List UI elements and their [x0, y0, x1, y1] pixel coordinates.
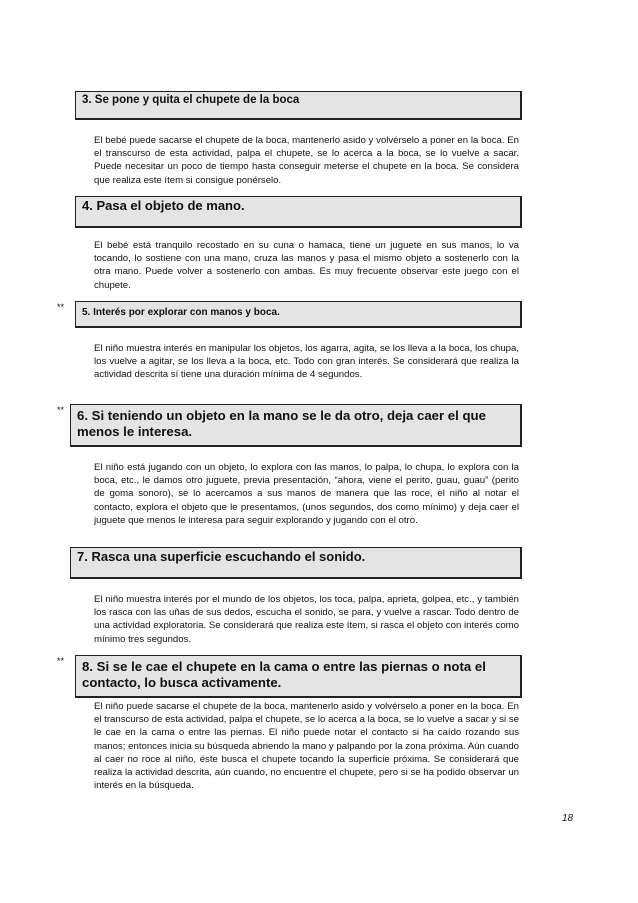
item-4-text: El bebé está tranquilo recostado en su cuna o hamaca, tiene un juguete en sus manos, lo va tocando, lo sostiene con una mano, cruza las manos y pasa el mismo objeto a sostenerlo con la otra mano. Puede volver a sostenerlo con ambas. Es muy frecuente observar este juego con el chupete.	[94, 240, 519, 291]
item-5-marker: **	[57, 302, 65, 312]
item-8-marker: **	[57, 656, 65, 666]
item-6-title: 6. Si teniendo un objeto en la mano se le da otro, deja caer el que menos le interesa.	[70, 404, 522, 447]
item-4-title: 4. Pasa el objeto de mano.	[75, 196, 522, 228]
item-5-text: El niño muestra interés en manipular los objetos, los agarra, agita, se los lleva a la boca, los chupa, los vuelve a agitar, se los lleva a la boca, etc. Todo con gran interés. Se considerará que realiza la actividad descrita sí tiene una duración mínima de 4 segundos.	[94, 343, 519, 381]
item-7-title: 7. Rasca una superficie escuchando el sonido.	[70, 547, 522, 579]
item-7-text: El niño muestra interés por el mundo de los objetos, los toca, palpa, aprieta, golpea, etc., y también los rasca con las uñas de sus dedos, escucha el sonido, se para, y vuelve a rascar. Todo dentro de una actividad exploratoria. Se considerará que realiza este ítem, si rasca el objeto con interés como mínimo tres segundos.	[94, 594, 519, 645]
item-8-title: 8. Si se le cae el chupete en la cama o entre las piernas o nota el contacto, lo busca activamente.	[75, 655, 522, 698]
item-5-title: 5. Interés por explorar con manos y boca.	[75, 301, 522, 328]
item-3-title: 3. Se pone y quita el chupete de la boca	[75, 91, 522, 120]
item-6-marker: **	[57, 405, 65, 415]
page-number: 18	[562, 813, 574, 824]
item-8-text: El niño puede sacarse el chupete de la boca, mantenerlo asido y volvérselo a poner en la boca. En el transcurso de esta actividad, palpa el chupete, se lo acerca a la boca, se lo vuelve a sacar y si se le cae en la cama o entre las piernas. El niño puede notar el contacto si ha caído rozando sus manos; entonces inicia su búsqueda abriendo la mano y palpando por la zona próxima. Aún cuando al caer no roce al niño, éste busca el chupete tocando la superficie próxima. Se considerará que realiza la actividad descrita, aún cuando, no encuentre el chupete, pero si se ha podido observar un interés en la búsqueda.	[94, 701, 519, 792]
item-3-text: El bebé puede sacarse el chupete de la boca, mantenerlo asido y volvérselo a poner en la boca. En el transcurso de esta actividad, palpa el chupete, se lo acerca a la boca, se lo vuelve a sacar. Puede necesitar un poco de tiempo hasta conseguir meterse el chupete en la boca. Se considera que realiza este ítem si consigue ponérselo.	[94, 135, 519, 186]
item-6-text: El niño está jugando con un objeto, lo explora con las manos, lo palpa, lo chupa, lo explora con la boca, etc., le damos otro juguete, previa presentación, “ahora, viene el perito, guau, guau” (perito de goma sonoro), se lo acercamos a sus manos de manera que las roce, el niño al notar el contacto, explora el objeto que le presentamos, (unos segundos, dos como mínimo) y deja caer el juguete que menos le interesa para seguir explorando y jugando con el otro.	[94, 462, 519, 526]
